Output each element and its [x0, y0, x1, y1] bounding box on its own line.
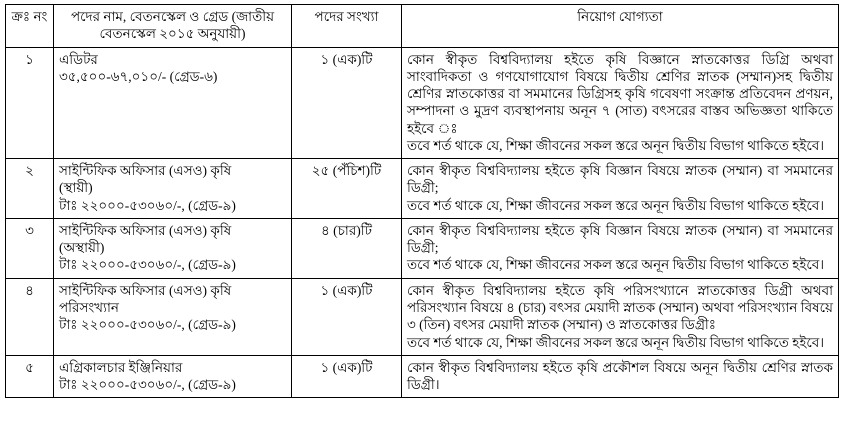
table-row [6, 278, 839, 355]
post-title: সাইন্টিফিক অফিসার (এসও) কৃষি [59, 163, 232, 179]
cell-qualification [402, 278, 839, 355]
cell-post-name [54, 159, 292, 219]
post-title: এগ্রিকালচার ইঞ্জিনিয়ার [59, 359, 183, 375]
qualification-text: কোন স্বীকৃত বিশ্ববিদ্যালয় হইতে কৃষি বিজ্ঞান বিষয়ে স্নাতক (সম্মান) বা সমমানের ডিগ্রী; [407, 222, 833, 256]
qualification-text: কোন স্বীকৃত বিশ্ববিদ্যালয় হইতে কৃষি প্রকৌশল বিষয়ে অনূন দ্বিতীয় শ্রেণির স্নাতক ডিগ্রী। [407, 359, 833, 393]
post-pay-scale: টাঃ ২২০০০-৫৩০৬০/-, (গ্রেড-৯) [59, 377, 236, 393]
column-header-post-count: পদের সংখ্যা [292, 5, 402, 48]
column-header-qualification: নিয়োগ যোগ্যতা [402, 5, 839, 48]
cell-serial: ৪ [6, 278, 54, 355]
cell-post-name [54, 47, 292, 159]
post-pay-scale: টাঃ ২২০০০-৫৩০৬০/-, (গ্রেড-৯) [59, 197, 236, 213]
cell-post-name [54, 278, 292, 355]
qualification-condition: তবে শর্ত থাকে যে, শিক্ষা জীবনের সকল স্তরে অনূন দ্বিতীয় বিভাগ থাকিতে হইবে। [407, 197, 825, 213]
cell-serial: ১ [6, 47, 54, 159]
table-row [6, 159, 839, 219]
cell-serial: ২ [6, 159, 54, 219]
column-header-serial: ক্রঃ নং [6, 5, 54, 48]
column-header-post-name: পদের নাম, বেতনস্কেল ও গ্রেড (জাতীয় বেতনস্কেল ২০১৫ অনুযায়ী) [54, 5, 292, 48]
cell-post-name [54, 355, 292, 398]
cell-serial: ৩ [6, 218, 54, 278]
cell-post-count: ৪ (চার)টি [292, 218, 402, 278]
table-row [6, 47, 839, 159]
post-pay-scale: টাঃ ২২০০০-৫৩০৬০/-, (গ্রেড-৯) [59, 317, 236, 333]
cell-qualification [402, 159, 839, 219]
post-title-cont: (স্থায়ী) [59, 180, 93, 196]
post-title-cont: পরিসংখ্যান [59, 299, 119, 315]
post-title: সাইন্টিফিক অফিসার (এসও) কৃষি [59, 282, 232, 298]
cell-qualification [402, 218, 839, 278]
cell-qualification [402, 47, 839, 159]
table-row [6, 218, 839, 278]
post-title: এডিটর [59, 51, 98, 67]
post-title: সাইন্টিফিক অফিসার (এসও) কৃষি [59, 222, 232, 238]
qualification-condition: তবে শর্ত থাকে যে, শিক্ষা জীবনের সকল স্তরে অনূন দ্বিতীয় বিভাগ থাকিতে হইবে। [407, 334, 825, 350]
post-title-cont: (অস্থায়ী) [59, 240, 105, 256]
cell-post-count: ১ (এক)টি [292, 47, 402, 159]
cell-qualification [402, 355, 839, 398]
post-pay-scale: ৩৫,৫০০-৬৭,০১০/- (গ্রেড-৬) [59, 68, 218, 84]
table-row [6, 355, 839, 398]
cell-post-count: ১ (এক)টি [292, 355, 402, 398]
post-pay-scale: টাঃ ২২০০০-৫৩০৬০/-, (গ্রেড-৯) [59, 257, 236, 273]
table-header-row [6, 5, 839, 48]
qualification-text: কোন স্বীকৃত বিশ্ববিদ্যালয় হইতে কৃষি বিজ্ঞান বিষয়ে স্নাতক (সম্মান) বা সমমানের ডিগ্রী; [407, 163, 833, 196]
qualification-condition: তবে শর্ত থাকে যে, শিক্ষা জীবনের সকল স্তরে অনূন দ্বিতীয় বিভাগ থাকিতে হইবে। [407, 257, 825, 273]
qualification-condition: তবে শর্ত থাকে যে, শিক্ষা জীবনের সকল স্তরে অনূন দ্বিতীয় বিভাগ থাকিতে হইবে। [407, 137, 825, 153]
cell-post-count: ১ (এক)টি [292, 278, 402, 355]
cell-post-count: ২৫ (পঁচিশ)টি [292, 159, 402, 219]
qualification-text: কোন স্বীকৃত বিশ্ববিদ্যালয় হইতে কৃষি পরিসংখ্যানে স্নাতকোত্তর ডিগ্রী অথবা পরিসংখ্যান বিষয়ে ৪ (চার) বৎসর মেয়াদী স্নাতক (সম্মান) অথবা পরিসংখ্যান বিষয়ে ৩ (তিন) বৎসর মেয়াদী স্নাতক (সম্মান) ও স্নাতকোত্তর ডিগ্রীঃ [407, 282, 833, 333]
cell-post-name [54, 218, 292, 278]
cell-serial: ৫ [6, 355, 54, 398]
qualification-text: কোন স্বীকৃত বিশ্ববিদ্যালয় হইতে কৃষি বিজ্ঞানে স্নাতকোত্তর ডিগ্রি অথবা সাংবাদিকতা ও গণযোগাযোগ বিষয়ে দ্বিতীয় শ্রেণির স্নাতক (সম্মান)সহ দ্বিতীয় শ্রেণির স্নাতকোত্তর বা সমমানের ডিগ্রিসহ কৃষি গবেষণা সংক্রান্ত প্রতিবেদন প্রণয়ন, সম্পাদনা ও মুদ্রণ ব্যবস্থাপনায় অনূন ৭ (সাত) বৎসরের বাস্তব অভিজ্ঞতা থাকিতে হইবে ঃ [407, 51, 833, 136]
job-circular-table [5, 4, 839, 398]
